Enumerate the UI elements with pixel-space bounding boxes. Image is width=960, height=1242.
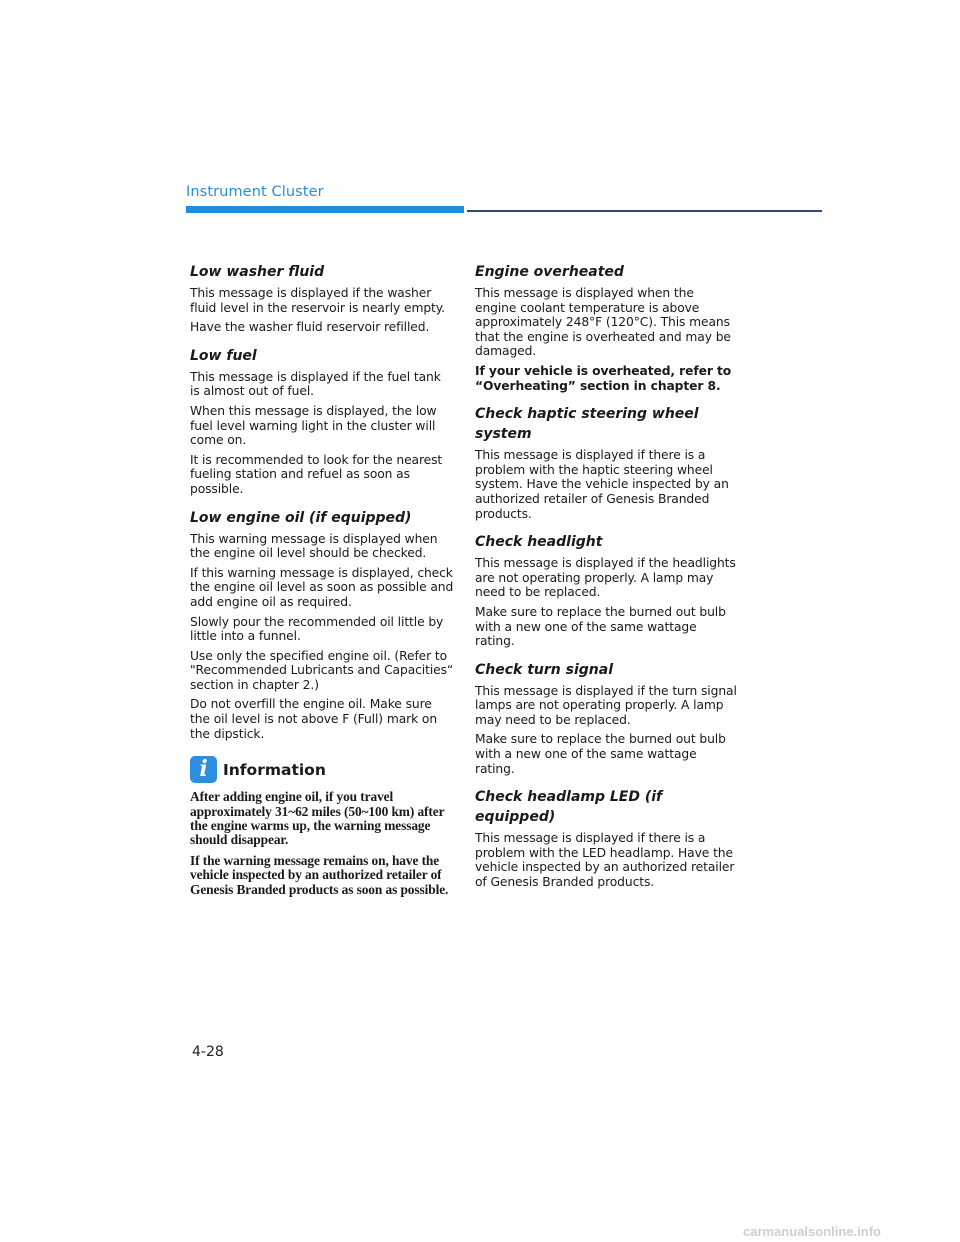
information-paragraph: After adding engine oil, if you travel approximately 31~62 miles (50~100 km) after the engine warms up, the warning message should disappear. bbox=[190, 789, 445, 848]
paragraph: Make sure to replace the burned out bulb with a new one of the same wattage rating. bbox=[475, 604, 726, 649]
watermark: carmanualsonline.info bbox=[743, 1224, 881, 1239]
information-paragraph: If the warning message remains on, have the vehicle inspected by an authorized retailer of Genesis Branded products as soon as possible. bbox=[190, 852, 449, 897]
section-heading: Engine overheated bbox=[475, 264, 624, 280]
header-bar-thick bbox=[186, 206, 464, 213]
paragraph: Have the washer fluid reservoir refilled. bbox=[190, 320, 430, 335]
paragraph: When this message is displayed, the low fuel level warning light in the cluster will come on. bbox=[190, 403, 437, 448]
section-low-fuel bbox=[190, 346, 454, 497]
page-number: 4-28 bbox=[192, 1044, 224, 1060]
section-heading: Check headlight bbox=[475, 534, 603, 551]
paragraph: This message is displayed if the fuel tank is almost out of fuel. bbox=[190, 369, 441, 399]
paragraph: This message is displayed if there is a problem with the LED headlamp. Have the vehicle inspected by an authorized retailer of Genesis Branded products. bbox=[475, 831, 735, 890]
paragraph: This message is displayed when the engine coolant temperature is above approximately 248°F (120°C). This means that the engine is overheated and may be damaged. bbox=[475, 286, 731, 359]
paragraph: Use only the specified engine oil. (Refer to "Recommended Lubricants and Capacities“ section in chapter 2.) bbox=[190, 648, 454, 692]
warning-paragraph: If your vehicle is overheated, refer to “Overheating” section in chapter 8. bbox=[475, 363, 732, 393]
section-low-washer-fluid bbox=[190, 262, 454, 335]
paragraph: If this warning message is displayed, check the engine oil level as soon as possible and add engine oil as required. bbox=[190, 565, 454, 609]
paragraph: This warning message is displayed when the engine oil level should be checked. bbox=[190, 531, 438, 561]
section-check-headlight bbox=[475, 532, 737, 649]
section-low-engine-oil bbox=[190, 508, 454, 742]
paragraph: It is recommended to look for the nearest fueling station and refuel as soon as possible. bbox=[190, 452, 443, 496]
information-header bbox=[190, 756, 454, 783]
section-check-headlamp-led bbox=[475, 787, 737, 889]
section-heading: Low engine oil (if equipped) bbox=[190, 509, 412, 526]
header-bar-thin bbox=[467, 210, 822, 212]
paragraph: This message is displayed if the washer fluid level in the reservoir is nearly empty. bbox=[190, 286, 445, 315]
section-heading: Check haptic steering wheel system bbox=[475, 406, 699, 443]
left-column bbox=[190, 262, 454, 903]
section-heading: Low fuel bbox=[190, 347, 257, 364]
header-title: Instrument Cluster bbox=[186, 184, 324, 200]
section-heading: Check headlamp LED (if equipped) bbox=[475, 789, 663, 826]
section-heading: Check turn signal bbox=[475, 661, 613, 678]
paragraph: This message is displayed if there is a problem with the haptic steering wheel system. Have the vehicle inspected by an authorized retailer of Genesis Branded products. bbox=[475, 448, 729, 521]
paragraph: This message is displayed if the headlights are not operating properly. A lamp may need to be replaced. bbox=[475, 556, 736, 600]
paragraph: Do not overfill the engine oil. Make sure the oil level is not above F (Full) mark on the dipstick. bbox=[190, 697, 438, 741]
paragraph: Make sure to replace the burned out bulb with a new one of the same wattage rating. bbox=[475, 732, 726, 776]
information-title: Information bbox=[223, 760, 326, 779]
right-column bbox=[475, 262, 737, 901]
information-body bbox=[190, 790, 454, 897]
section-check-turn-signal bbox=[475, 660, 737, 777]
paragraph: This message is displayed if the turn signal lamps are not operating properly. A lamp may need to be replaced. bbox=[475, 683, 737, 727]
section-engine-overheated bbox=[475, 262, 737, 393]
paragraph: Slowly pour the recommended oil little by little into a funnel. bbox=[190, 614, 444, 644]
section-check-haptic-steering bbox=[475, 404, 737, 521]
section-heading: Low washer fluid bbox=[190, 264, 325, 280]
information-icon: i bbox=[190, 756, 217, 783]
